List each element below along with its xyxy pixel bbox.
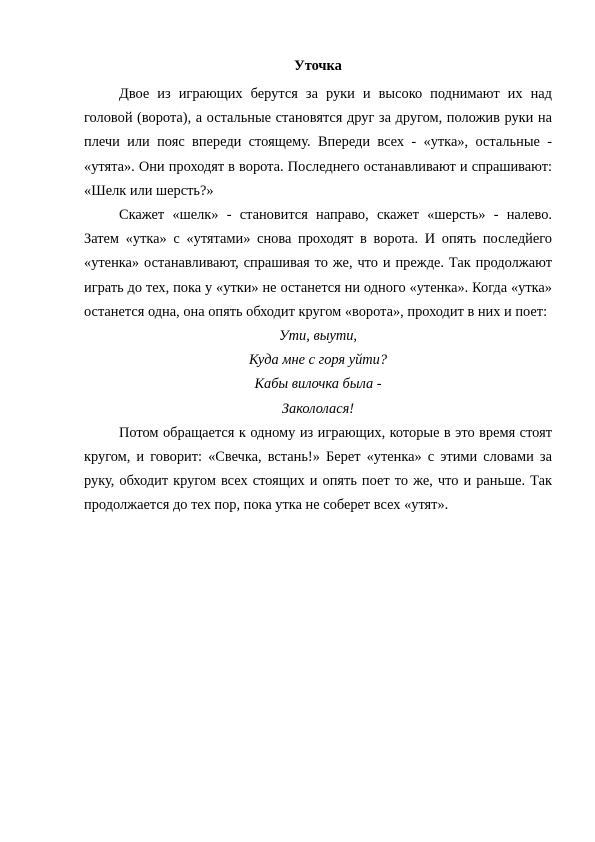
poem <box>84 324 552 421</box>
poem-line-2: Куда мне с горя уйти? <box>248 352 388 369</box>
poem-line-4: Закололасяǃ <box>281 400 355 417</box>
poem-line-1: Ути, выути, <box>278 328 358 345</box>
paragraph-2: Скажет «шелк» - становится направо, скажет «шерсть» - налево. Затем «утка» с «утятами» снова проходят в ворота. И опять последйего «утенка» останавливают, спрашивая то же, что и прежде. Так продолжают играть до тех, пока у «утки» не останется ни одного «утенка». Когда «утка» останется одна, она опять обходит кругом «ворота», проходит в них и поет: <box>84 207 552 320</box>
document-body <box>84 58 552 518</box>
paragraph-3: Потом обращается к одному из играющих, которые в это время стоят кругом, и говорит: «Свечка, встань!» Берет «утенка» с этими словами за руку, обходит кругом всех стоящих и опять поет то же, что и раньше. Так продолжается до тех пор, пока утка не соберет всех «утят». <box>84 424 552 514</box>
poem-line-3: Кабы вилочка была - <box>254 376 382 393</box>
paragraph-1: Двое из играющих берутся за руки и высоко поднимают их над головой (ворота), а остальные становятся друг за другом, положив руки на плечи или пояс впереди стоящему. Впереди всех - «утка», остальные - «утята». Они проходят в ворота. Последнего останавливают и спрашивают: «Шелк или шерсть?» <box>84 86 552 199</box>
document-title: Уточка <box>294 58 342 74</box>
